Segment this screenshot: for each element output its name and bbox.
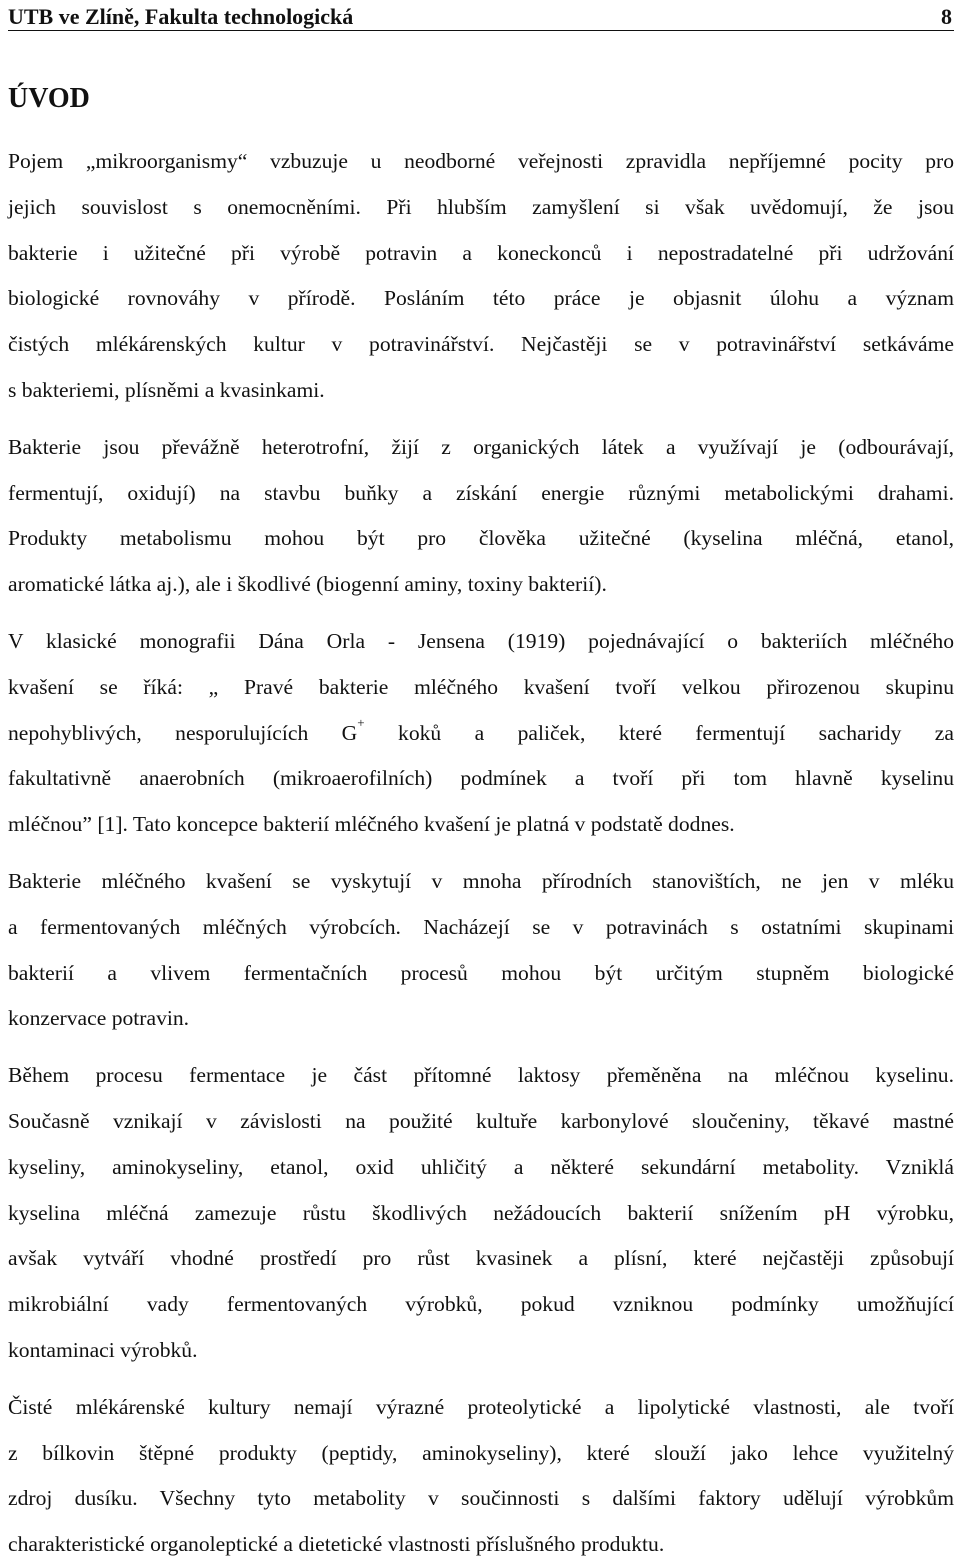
paragraph-5 [8,1053,954,1374]
paragraph-line: konzervace potravin. [8,1006,190,1031]
paragraph-line: jejich souvislost s onemocněními. Při hlubším zamyšlení si však uvědomují, že jsou [8,194,954,219]
superscript-plus: + [357,715,365,731]
paragraph-line: Čisté mlékárenské kultury nemají výrazné proteolytické a lipolytické vlastnosti, ale tvoří [8,1394,954,1419]
paragraph-line: kvašení se říká: „ Pravé bakterie mléčného kvašení tvoří velkou přirozenou skupinu [8,674,954,699]
paragraph-3 [8,619,954,848]
header-title: UTB ve Zlíně, Fakulta technologická [8,4,354,29]
paragraph-line: Během procesu fermentace je část přítomné laktosy přeměněna na mléčnou kyselinu. [8,1063,954,1088]
paragraph-line: a fermentovaných mléčných výrobcích. Nacházejí se v potravinách s ostatními skupinami [8,914,954,939]
document-page [8,0,954,1568]
paragraph-line: kyseliny, aminokyseliny, etanol, oxid uhličitý a některé sekundární metabolity. Vzniklá [8,1154,954,1179]
paragraph-line: s bakteriemi, plísněmi a kvasinkami. [8,377,325,402]
paragraph-line: bakterií a vlivem fermentačních procesů mohou být určitým stupněm biologické [8,960,954,985]
paragraph-4 [8,859,954,1042]
paragraph-line-with-superscript [8,711,954,757]
paragraph-line: kyselina mléčná zamezuje růstu škodlivých nežádoucích bakterií snížením pH výrobku, [8,1200,954,1225]
paragraph-line: kontaminaci výrobků. [8,1337,198,1362]
paragraph-line: Bakterie mléčného kvašení se vyskytují v mnoha přírodních stanovištích, ne jen v mléku [8,868,954,893]
paragraph-line: bakterie i užitečné při výrobě potravin a koneckonců i nepostradatelné při udržování [8,240,954,265]
page-header [8,0,954,31]
paragraph-line: charakteristické organoleptické a dietetické vlastnosti příslušného produktu. [8,1532,665,1557]
paragraph-line: aromatické látka aj.), ale i škodlivé (biogenní aminy, toxiny bakterií). [8,572,607,597]
section-title: ÚVOD [8,83,90,114]
paragraph-line: fakultativně anaerobních (mikroaerofilních) podmínek a tvoří při tom hlavně kyselinu [8,766,954,791]
paragraph-line: Produkty metabolismu mohou být pro člověka užitečné (kyselina mléčná, etanol, [8,526,954,551]
paragraph-line: V klasické monografii Dána Orla - Jensena (1919) pojednávající o bakteriích mléčného [8,628,954,653]
paragraph-line: biologické rovnováhy v přírodě. Posláním této práce je objasnit úlohu a význam [8,286,954,311]
paragraph-line: čistých mlékárenských kultur v potravinářství. Nejčastěji se v potravinářství setkáváme [8,332,954,357]
page-number: 8 [941,4,952,29]
paragraph-line: Současně vznikají v závislosti na použité kultuře karbonylové sloučeniny, těkavé mastné [8,1108,954,1133]
paragraph-line: Bakterie jsou převážně heterotrofní, žijí z organických látek a využívají je (odbourávají, [8,434,954,459]
paragraph-line: z bílkovin štěpné produkty (peptidy, aminokyseliny), které slouží jako lehce využitelný [8,1440,954,1465]
paragraph-line: mikrobiální vady fermentovaných výrobků, pokud vzniknou podmínky umožňující [8,1292,954,1317]
paragraph-line: Pojem „mikroorganismy“ vzbuzuje u neodborné veřejnosti zpravidla nepříjemné pocity pro [8,149,954,173]
paragraph-line: fermentují, oxidují) na stavbu buňky a získání energie různými metabolickými drahami. [8,480,954,505]
paragraph-line: avšak vytváří vhodné prostředí pro růst kvasinek a plísní, které nejčastěji způsobují [8,1246,954,1271]
paragraph-6 [8,1385,954,1568]
line-text: nepohyblivých, nesporulujících G [8,720,358,745]
paragraph-1 [8,139,954,414]
paragraph-2 [8,425,954,608]
line-text: koků a paliček, které fermentují sacharidy za [398,720,954,745]
paragraph-line: zdroj dusíku. Všechny tyto metabolity v součinnosti s dalšími faktory udělují výrobkům [8,1486,954,1511]
paragraph-line: mléčnou” [1]. Tato koncepce bakterií mléčného kvašení je platná v podstatě dodnes. [8,812,735,837]
